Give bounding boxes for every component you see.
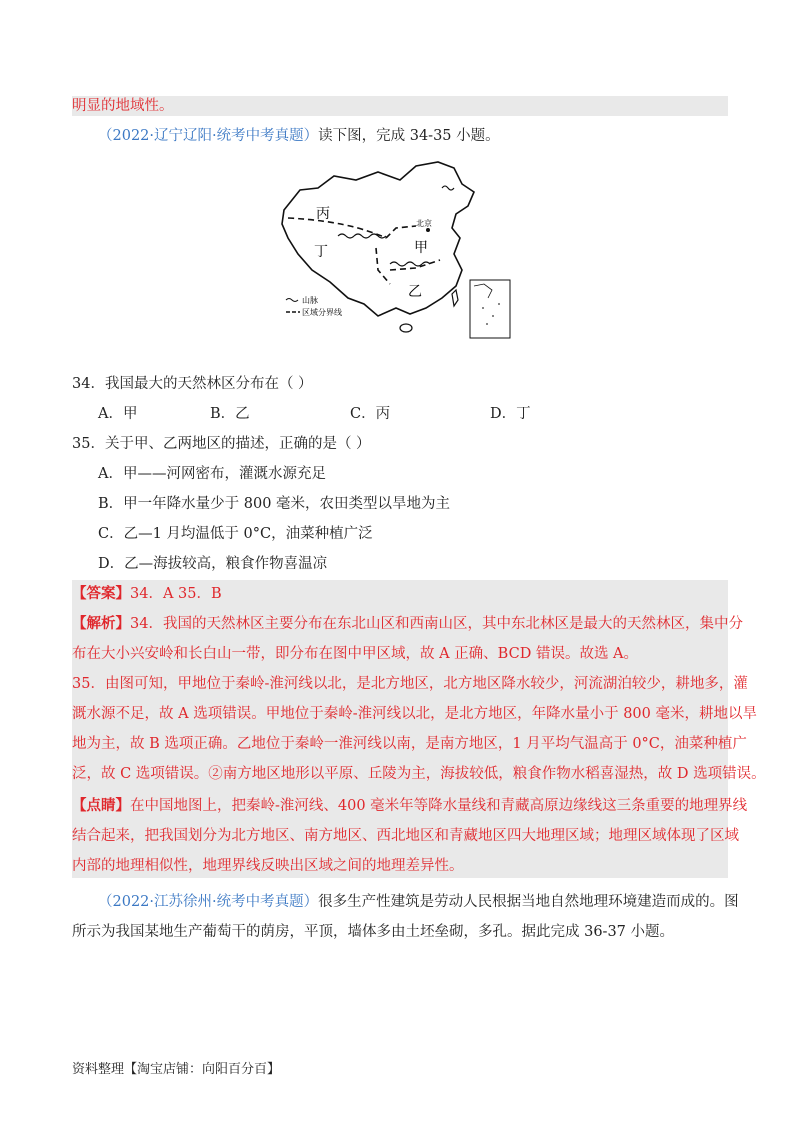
hainan-island	[400, 324, 412, 332]
analysis-line-2: 布在大小兴安岭和长白山一带，即分布在图中甲区域，故 A 正确、BCD 错误。故选 A。	[72, 646, 639, 662]
question-source-2: （2022·江苏徐州·统考中考真题）	[98, 894, 319, 910]
question-35-stem: 35．关于甲、乙两地区的描述，正确的是（ ）	[72, 436, 371, 452]
analysis-text: 34．我国的天然林区主要分布在东北山区和西南山区，其中东北林区是最大的天然林区，集中分	[130, 616, 743, 632]
analysis-line-4: 溉水源不足，故 A 选项错误。甲地位于秦岭-淮河线以北，是北方地区，年降水量小于 800 毫米，耕地以旱	[72, 706, 757, 722]
q35-option-b: B．甲一年降水量少于 800 毫米，农田类型以旱地为主	[98, 496, 451, 512]
comment-line-1	[72, 796, 747, 816]
region-label-yi: 乙	[408, 284, 422, 300]
answer-tag: 【答案】	[72, 585, 130, 602]
legend-mountain-icon	[286, 299, 298, 302]
page-footer: 资料整理【淘宝店铺：向阳百分百】	[72, 1062, 281, 1077]
q34-option-b: B．乙	[210, 406, 250, 422]
q34-option-c: C．丙	[350, 406, 391, 422]
question-intro-text: 读下图，完成 34-35 小题。	[318, 128, 500, 144]
q35-option-d: D．乙—海拔较高，粮食作物喜温凉	[98, 556, 328, 572]
region-label-jia: 甲	[414, 240, 428, 256]
question-34-stem: 34．我国最大的天然林区分布在（ ）	[72, 376, 313, 392]
question-intro-text-2b: 所示为我国某地生产葡萄干的荫房，平顶，墙体多由土坯垒砌，多孔。据此完成 36-37 小题。	[72, 924, 675, 940]
question-group-intro-2	[98, 892, 739, 912]
analysis-line-3: 35．由图可知，甲地位于秦岭-淮河线以北，是北方地区，北方地区降水较少，河流湖泊较少，耕地多，灌	[72, 676, 748, 692]
china-outline	[282, 162, 474, 316]
region-label-bing: 丙	[316, 206, 330, 222]
question-group-intro	[98, 126, 500, 146]
q35-option-a: A．甲——河网密布，灌溉水源充足	[98, 466, 326, 482]
comment-line-2: 结合起来，把我国划分为北方地区、南方地区、西北地区和青藏地区四大地理区域；地理区域体现了区域	[72, 828, 739, 844]
analysis-line-5: 地为主，故 B 选项正确。乙地位于秦岭一淮河线以南，是南方地区，1 月平均气温高于 0°C，油菜种植广	[72, 736, 747, 752]
question-source: （2022·辽宁辽阳·统考中考真题）	[98, 128, 319, 144]
taiwan-island	[452, 290, 458, 306]
comment-text: 在中国地图上，把秦岭-淮河线、400 毫米年等降水量线和青藏高原边缘线这三条重要的地理界线	[130, 798, 748, 814]
comment-tag: 【点睛】	[72, 797, 130, 814]
legend-boundary-label: 区域分界线	[302, 308, 342, 317]
answer-text: 34．A 35．B	[130, 586, 222, 602]
answer-line	[72, 584, 222, 604]
analysis-line-1	[72, 614, 743, 634]
q34-option-d: D．丁	[490, 406, 531, 422]
analysis-tag: 【解析】	[72, 615, 130, 632]
analysis-line-6: 泛，故 C 选项错误。②南方地区地形以平原、丘陵为主，海拔较低，粮食作物水稻喜湿热，故 D 选项错误。	[72, 766, 766, 782]
question-intro-text-2: 很多生产性建筑是劳动人民根据当地自然地理环境建造而成的。图	[318, 894, 739, 910]
comment-line-3: 内部的地理相似性，地理界线反映出区域之间的地理差异性。	[72, 858, 464, 874]
q34-option-a: A．甲	[98, 406, 138, 422]
china-region-map	[278, 158, 518, 346]
beijing-label: 北京	[416, 219, 432, 228]
q35-option-c: C．乙—1 月均温低于 0°C，油菜种植广泛	[98, 526, 373, 542]
continued-text: 明显的地域性。	[72, 96, 728, 116]
legend-mountain-label: 山脉	[302, 296, 318, 305]
beijing-dot	[426, 228, 430, 232]
region-label-ding: 丁	[314, 244, 328, 260]
